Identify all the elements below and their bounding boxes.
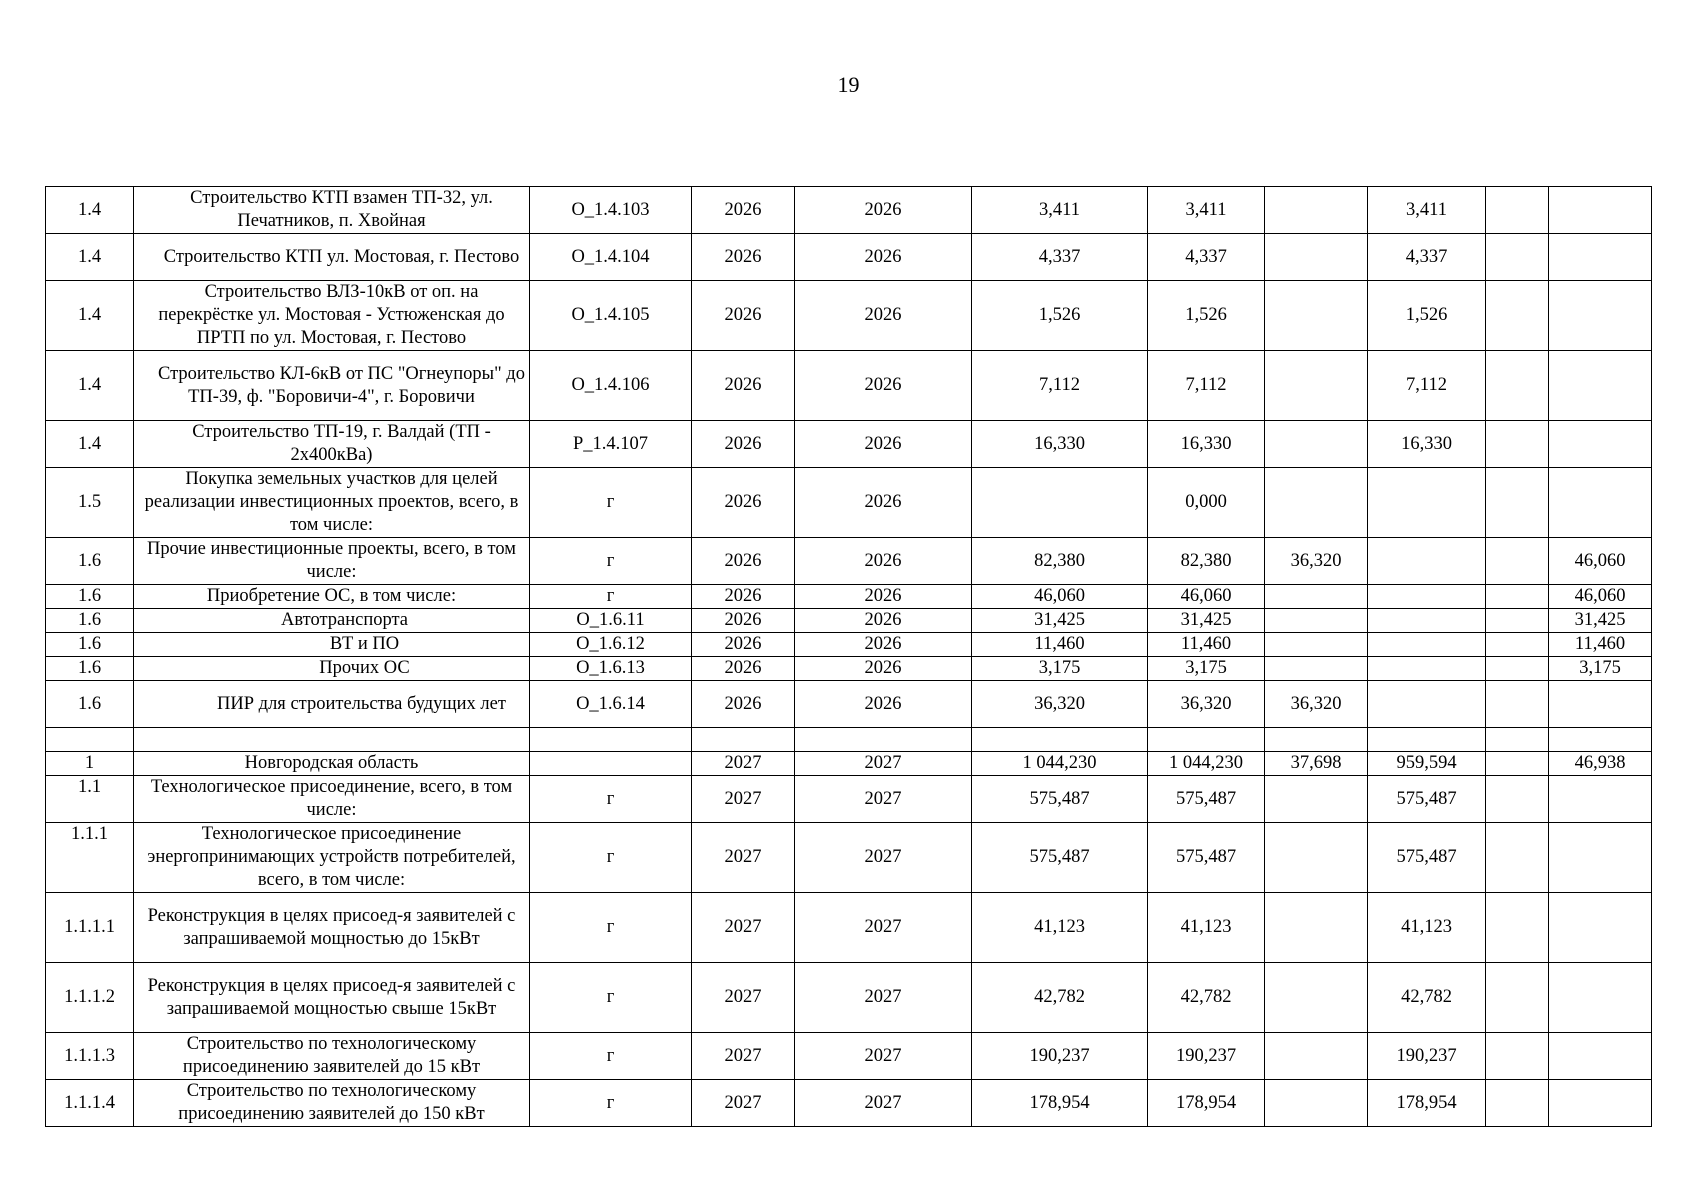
row-number-cell: 1.6 [46,657,134,681]
financing-total-cell: 1,526 [1148,281,1265,351]
table-row [46,728,1652,752]
source-3-cell [1486,681,1549,728]
end-year-cell: 2027 [795,823,972,893]
project-code-cell: г [530,1080,692,1127]
item-name-cell: Реконструкция в целях присоед-я заявителей с запрашиваемой мощностью свыше 15кВт [134,963,530,1033]
financing-total-cell: 3,411 [1148,187,1265,234]
source-3-cell [1486,893,1549,963]
end-year-cell: 2026 [795,351,972,421]
start-year-cell: 2026 [692,538,795,585]
source-4-cell [1549,823,1652,893]
source-2-cell: 7,112 [1368,351,1486,421]
project-code-cell: г [530,963,692,1033]
source-3-cell [1486,728,1549,752]
table-row [46,963,1652,1033]
table-row [46,468,1652,538]
table-row [46,657,1652,681]
source-1-cell [1265,468,1368,538]
row-number-cell: 1.4 [46,421,134,468]
project-code-cell: г [530,538,692,585]
financing-total-cell: 46,060 [1148,585,1265,609]
source-3-cell [1486,609,1549,633]
start-year-cell: 2026 [692,421,795,468]
financing-total-cell: 178,954 [1148,1080,1265,1127]
end-year-cell: 2026 [795,421,972,468]
start-year-cell: 2026 [692,585,795,609]
page-number: 19 [837,72,860,97]
project-code-cell: О_1.6.13 [530,657,692,681]
source-4-cell [1549,776,1652,823]
source-4-cell: 3,175 [1549,657,1652,681]
total-cost-cell [972,468,1148,538]
row-number-cell: 1.6 [46,633,134,657]
table-row [46,187,1652,234]
item-name-cell: ВТ и ПО [134,633,530,657]
item-name-cell: Прочих ОС [134,657,530,681]
row-number-cell: 1.1.1.4 [46,1080,134,1127]
project-code-cell: О_1.4.106 [530,351,692,421]
total-cost-cell: 82,380 [972,538,1148,585]
source-2-cell [1368,468,1486,538]
source-3-cell [1486,823,1549,893]
end-year-cell: 2026 [795,633,972,657]
source-2-cell: 575,487 [1368,823,1486,893]
source-1-cell [1265,1033,1368,1080]
project-code-cell: г [530,1033,692,1080]
row-number-cell: 1.4 [46,187,134,234]
row-number-cell: 1.4 [46,234,134,281]
source-1-cell [1265,585,1368,609]
source-3-cell [1486,234,1549,281]
financing-total-cell [1148,728,1265,752]
table-row [46,1033,1652,1080]
start-year-cell: 2026 [692,657,795,681]
project-code-cell: г [530,893,692,963]
end-year-cell: 2026 [795,281,972,351]
source-3-cell [1486,1033,1549,1080]
start-year-cell: 2026 [692,609,795,633]
source-2-cell: 3,411 [1368,187,1486,234]
total-cost-cell: 3,411 [972,187,1148,234]
source-2-cell [1368,633,1486,657]
total-cost-cell: 190,237 [972,1033,1148,1080]
financing-total-cell: 16,330 [1148,421,1265,468]
investment-table [45,186,1652,1127]
source-4-cell [1549,421,1652,468]
source-2-cell: 959,594 [1368,752,1486,776]
item-name-cell [134,728,530,752]
item-name-cell: Строительство ТП-19, г. Валдай (ТП - 2х400кВа) [134,421,530,468]
table-row [46,776,1652,823]
end-year-cell [795,728,972,752]
source-2-cell [1368,609,1486,633]
source-1-cell [1265,421,1368,468]
project-code-cell: г [530,776,692,823]
row-number-cell: 1.1.1.1 [46,893,134,963]
financing-total-cell: 4,337 [1148,234,1265,281]
financing-total-cell: 7,112 [1148,351,1265,421]
row-number-cell: 1.1 [46,776,134,823]
start-year-cell: 2027 [692,893,795,963]
row-number-cell: 1.4 [46,351,134,421]
source-2-cell: 42,782 [1368,963,1486,1033]
row-number-cell: 1 [46,752,134,776]
source-3-cell [1486,187,1549,234]
source-3-cell [1486,633,1549,657]
source-1-cell: 37,698 [1265,752,1368,776]
table-body [46,187,1652,1127]
table-row [46,281,1652,351]
source-3-cell [1486,776,1549,823]
table-row [46,633,1652,657]
source-4-cell: 46,060 [1549,538,1652,585]
table-row [46,538,1652,585]
item-name-cell: Строительство КЛ-6кВ от ПС "Огнеупоры" до ТП-39, ф. "Боровичи-4", г. Боровичи [134,351,530,421]
total-cost-cell: 4,337 [972,234,1148,281]
financing-total-cell: 11,460 [1148,633,1265,657]
source-1-cell: 36,320 [1265,681,1368,728]
project-code-cell: Р_1.4.107 [530,421,692,468]
project-code-cell: г [530,823,692,893]
item-name-cell: Строительство КТП взамен ТП-32, ул. Печатников, п. Хвойная [134,187,530,234]
source-4-cell [1549,728,1652,752]
source-1-cell [1265,281,1368,351]
table-row [46,1080,1652,1127]
row-number-cell: 1.1.1.3 [46,1033,134,1080]
total-cost-cell: 178,954 [972,1080,1148,1127]
source-2-cell: 41,123 [1368,893,1486,963]
end-year-cell: 2027 [795,893,972,963]
start-year-cell: 2027 [692,752,795,776]
table-row [46,609,1652,633]
source-3-cell [1486,351,1549,421]
source-2-cell: 4,337 [1368,234,1486,281]
project-code-cell: О_1.6.12 [530,633,692,657]
total-cost-cell: 3,175 [972,657,1148,681]
financing-total-cell: 1 044,230 [1148,752,1265,776]
start-year-cell: 2026 [692,351,795,421]
end-year-cell: 2026 [795,468,972,538]
end-year-cell: 2026 [795,234,972,281]
total-cost-cell: 1,526 [972,281,1148,351]
item-name-cell: Автотранспорта [134,609,530,633]
source-4-cell [1549,234,1652,281]
project-code-cell: г [530,468,692,538]
item-name-cell: Строительство по технологическому присоединению заявителей до 15 кВт [134,1033,530,1080]
project-code-cell [530,752,692,776]
table-row [46,234,1652,281]
source-1-cell [1265,1080,1368,1127]
source-1-cell [1265,609,1368,633]
source-3-cell [1486,468,1549,538]
start-year-cell: 2026 [692,187,795,234]
end-year-cell: 2026 [795,681,972,728]
source-3-cell [1486,963,1549,1033]
row-number-cell: 1.5 [46,468,134,538]
source-3-cell [1486,281,1549,351]
financing-total-cell: 41,123 [1148,893,1265,963]
source-3-cell [1486,585,1549,609]
item-name-cell: Технологическое присоединение энергопринимающих устройств потребителей, всего, в том числе: [134,823,530,893]
total-cost-cell: 31,425 [972,609,1148,633]
project-code-cell: О_1.6.11 [530,609,692,633]
row-number-cell: 1.6 [46,538,134,585]
item-name-cell: Прочие инвестиционные проекты, всего, в том числе: [134,538,530,585]
source-4-cell: 46,060 [1549,585,1652,609]
start-year-cell: 2026 [692,281,795,351]
source-3-cell [1486,657,1549,681]
end-year-cell: 2026 [795,538,972,585]
source-1-cell [1265,633,1368,657]
start-year-cell: 2026 [692,681,795,728]
source-4-cell [1549,351,1652,421]
total-cost-cell: 11,460 [972,633,1148,657]
end-year-cell: 2026 [795,585,972,609]
total-cost-cell: 42,782 [972,963,1148,1033]
source-1-cell [1265,234,1368,281]
financing-total-cell: 82,380 [1148,538,1265,585]
source-4-cell [1549,963,1652,1033]
source-1-cell [1265,351,1368,421]
project-code-cell: О_1.4.105 [530,281,692,351]
row-number-cell [46,728,134,752]
source-2-cell: 178,954 [1368,1080,1486,1127]
item-name-cell: Реконструкция в целях присоед-я заявителей с запрашиваемой мощностью до 15кВт [134,893,530,963]
source-1-cell [1265,187,1368,234]
start-year-cell: 2026 [692,234,795,281]
project-code-cell: О_1.6.14 [530,681,692,728]
source-2-cell [1368,538,1486,585]
source-3-cell [1486,421,1549,468]
item-name-cell: Строительство по технологическому присоединению заявителей до 150 кВт [134,1080,530,1127]
total-cost-cell: 46,060 [972,585,1148,609]
row-number-cell: 1.1.1.2 [46,963,134,1033]
total-cost-cell [972,728,1148,752]
table-row [46,893,1652,963]
source-1-cell [1265,963,1368,1033]
table-row [46,681,1652,728]
source-3-cell [1486,538,1549,585]
source-2-cell: 190,237 [1368,1033,1486,1080]
source-4-cell [1549,1033,1652,1080]
source-1-cell [1265,823,1368,893]
total-cost-cell: 41,123 [972,893,1148,963]
end-year-cell: 2027 [795,752,972,776]
source-2-cell: 16,330 [1368,421,1486,468]
item-name-cell: Строительство КТП ул. Мостовая, г. Пестово [134,234,530,281]
end-year-cell: 2027 [795,1080,972,1127]
source-2-cell [1368,657,1486,681]
start-year-cell: 2027 [692,963,795,1033]
start-year-cell: 2027 [692,776,795,823]
source-3-cell [1486,1080,1549,1127]
total-cost-cell: 16,330 [972,421,1148,468]
source-4-cell [1549,281,1652,351]
source-4-cell [1549,187,1652,234]
item-name-cell: Приобретение ОС, в том числе: [134,585,530,609]
source-1-cell [1265,776,1368,823]
end-year-cell: 2027 [795,963,972,1033]
item-name-cell: ПИР для строительства будущих лет [134,681,530,728]
financing-total-cell: 0,000 [1148,468,1265,538]
source-2-cell [1368,585,1486,609]
source-2-cell [1368,728,1486,752]
total-cost-cell: 36,320 [972,681,1148,728]
row-number-cell: 1.1.1 [46,823,134,893]
end-year-cell: 2026 [795,609,972,633]
source-4-cell: 46,938 [1549,752,1652,776]
project-code-cell: О_1.4.104 [530,234,692,281]
end-year-cell: 2027 [795,1033,972,1080]
source-4-cell [1549,681,1652,728]
end-year-cell: 2026 [795,657,972,681]
total-cost-cell: 7,112 [972,351,1148,421]
row-number-cell: 1.6 [46,585,134,609]
project-code-cell: г [530,585,692,609]
total-cost-cell: 575,487 [972,823,1148,893]
financing-total-cell: 190,237 [1148,1033,1265,1080]
financing-total-cell: 31,425 [1148,609,1265,633]
table-row [46,421,1652,468]
start-year-cell: 2026 [692,633,795,657]
financing-total-cell: 42,782 [1148,963,1265,1033]
table-row [46,752,1652,776]
source-2-cell [1368,681,1486,728]
project-code-cell: О_1.4.103 [530,187,692,234]
financing-total-cell: 575,487 [1148,823,1265,893]
item-name-cell: Технологическое присоединение, всего, в том числе: [134,776,530,823]
source-3-cell [1486,752,1549,776]
source-4-cell: 31,425 [1549,609,1652,633]
row-number-cell: 1.6 [46,609,134,633]
financing-total-cell: 36,320 [1148,681,1265,728]
total-cost-cell: 575,487 [972,776,1148,823]
item-name-cell: Строительство ВЛЗ-10кВ от оп. на перекрёстке ул. Мостовая - Устюженская до ПРТП по ул. Мостовая, г. Пестово [134,281,530,351]
source-4-cell [1549,893,1652,963]
table-row [46,585,1652,609]
source-4-cell [1549,1080,1652,1127]
source-1-cell: 36,320 [1265,538,1368,585]
project-code-cell [530,728,692,752]
source-1-cell [1265,657,1368,681]
end-year-cell: 2026 [795,187,972,234]
start-year-cell: 2027 [692,823,795,893]
source-1-cell [1265,893,1368,963]
financing-total-cell: 3,175 [1148,657,1265,681]
total-cost-cell: 1 044,230 [972,752,1148,776]
start-year-cell: 2027 [692,1080,795,1127]
source-1-cell [1265,728,1368,752]
source-2-cell: 1,526 [1368,281,1486,351]
item-name-cell: Покупка земельных участков для целей реализации инвестиционных проектов, всего, в том числе: [134,468,530,538]
table-row [46,823,1652,893]
start-year-cell: 2026 [692,468,795,538]
source-2-cell: 575,487 [1368,776,1486,823]
source-4-cell: 11,460 [1549,633,1652,657]
source-4-cell [1549,468,1652,538]
end-year-cell: 2027 [795,776,972,823]
start-year-cell [692,728,795,752]
table-row [46,351,1652,421]
row-number-cell: 1.6 [46,681,134,728]
start-year-cell: 2027 [692,1033,795,1080]
financing-total-cell: 575,487 [1148,776,1265,823]
row-number-cell: 1.4 [46,281,134,351]
item-name-cell: Новгородская область [134,752,530,776]
